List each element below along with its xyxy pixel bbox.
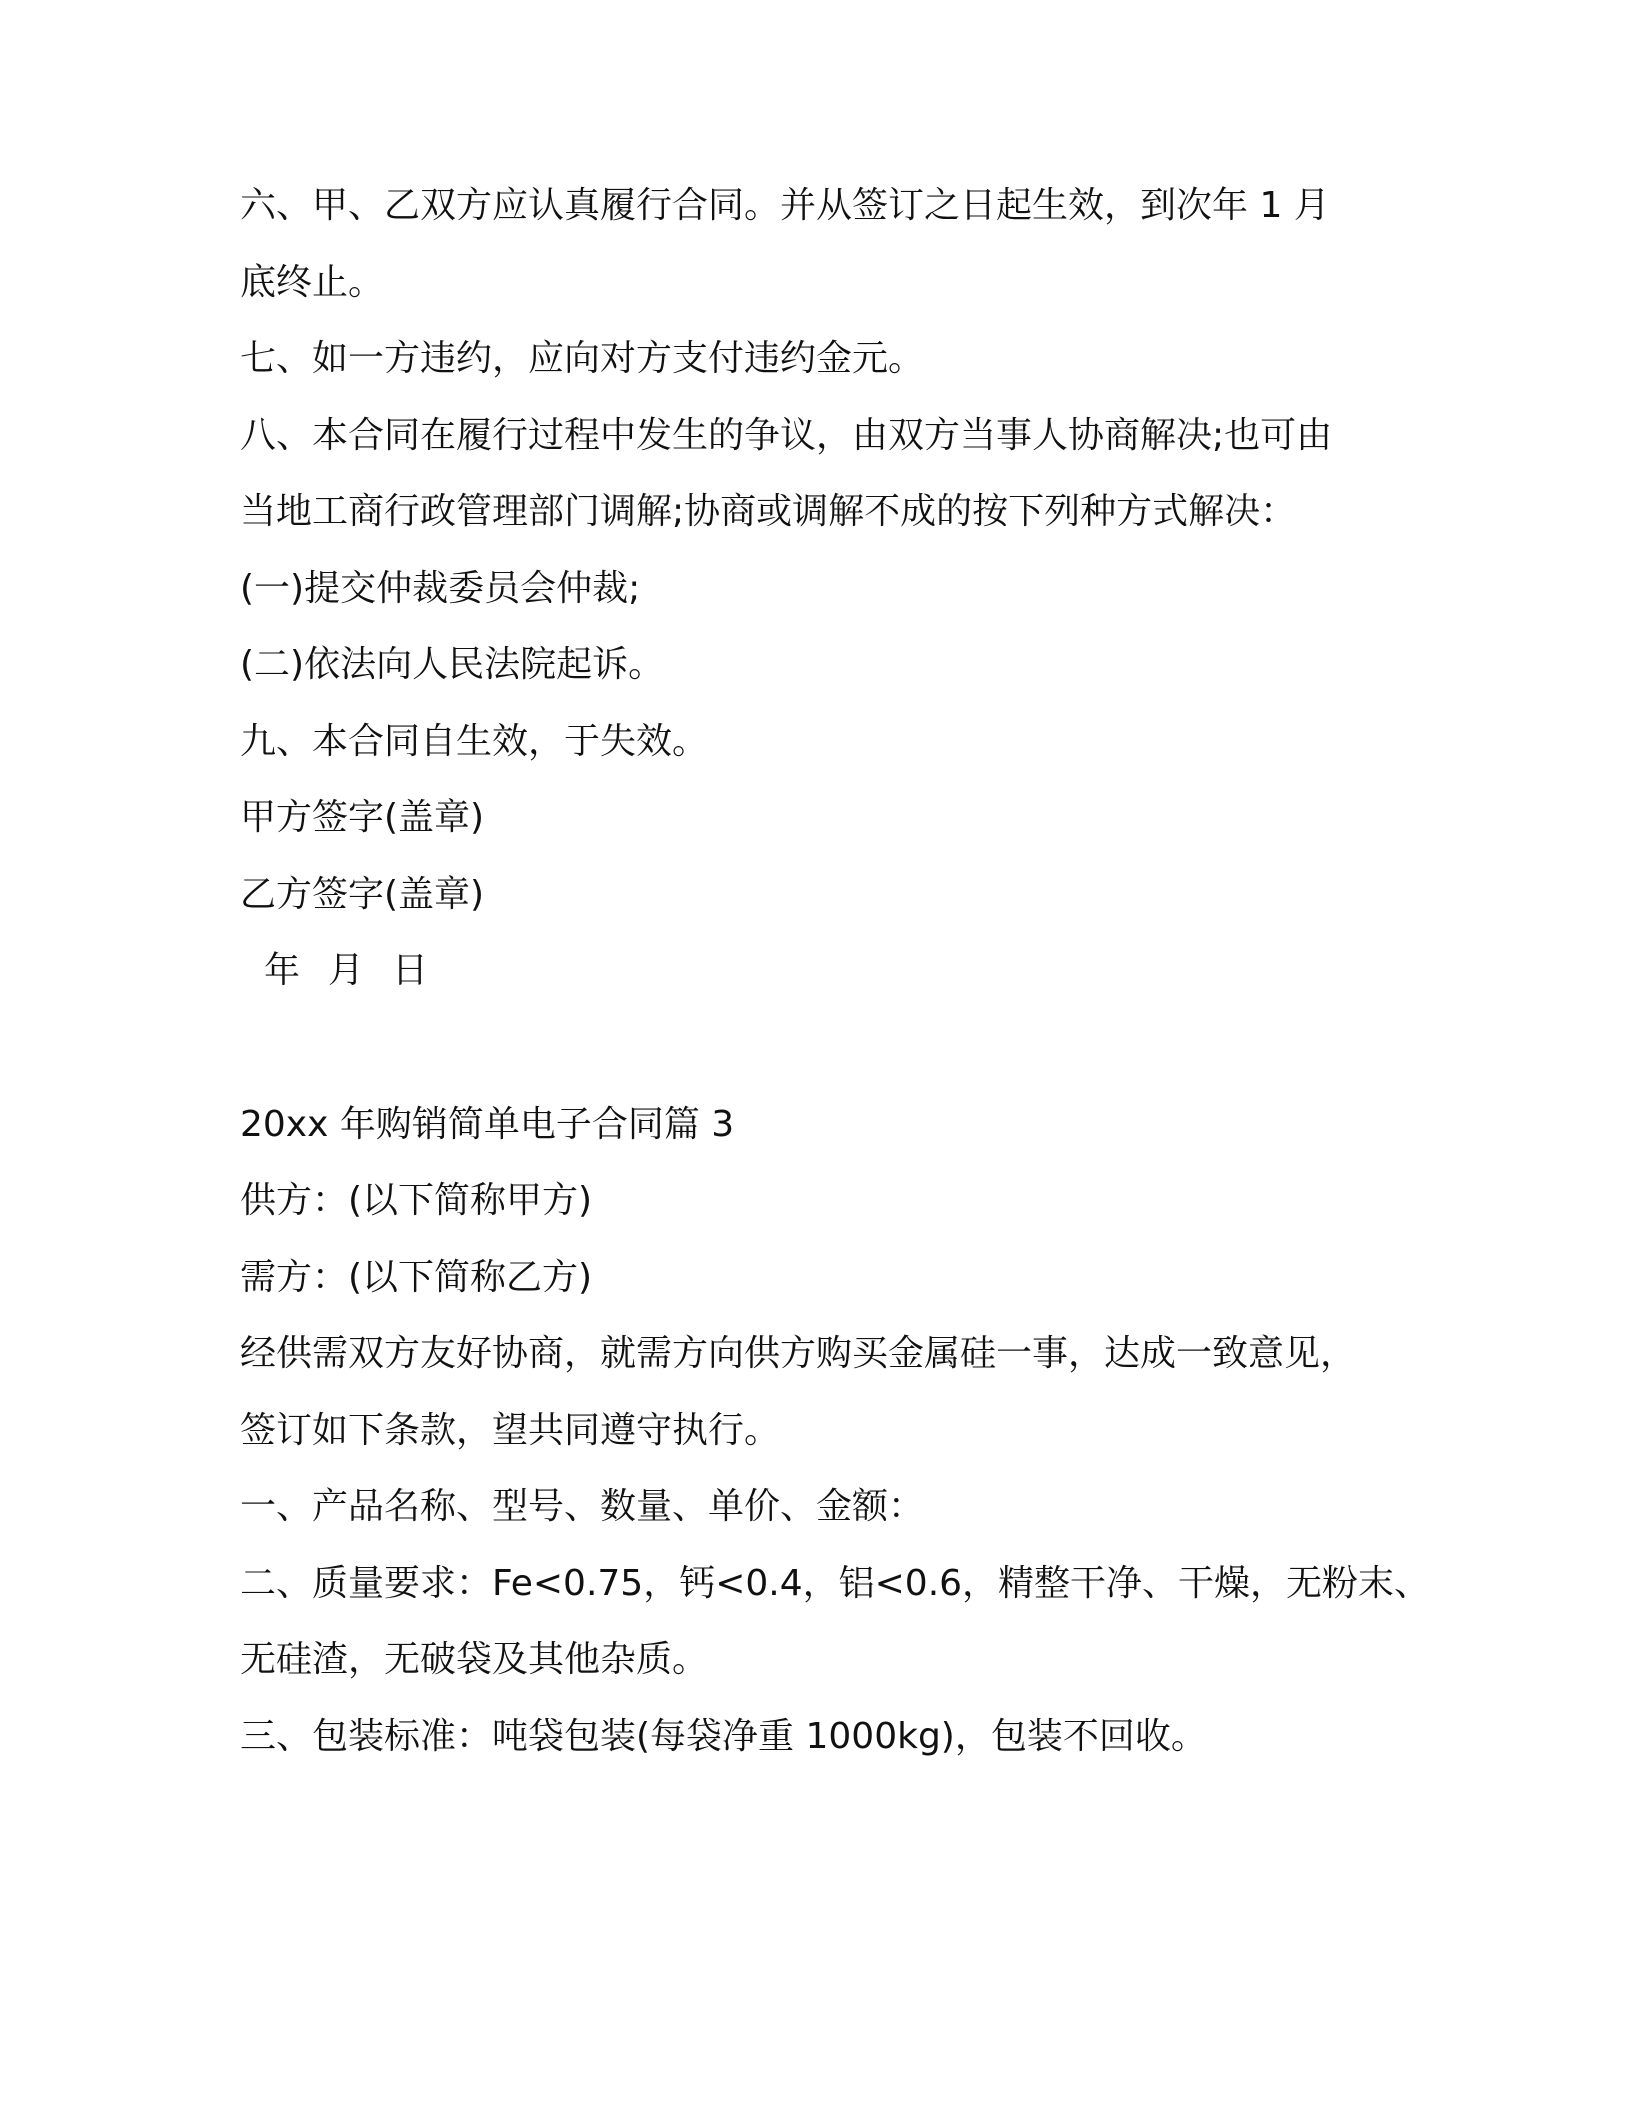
party-a-signature: 甲方签字(盖章) [240, 797, 485, 838]
clause-eight-line-1: 八、本合同在履行过程中发生的争议，由双方当事人协商解决;也可由 [240, 414, 1333, 456]
option-lawsuit: (二)依法向人民法院起诉。 [240, 644, 665, 685]
clause-seven: 七、如一方违约，应向对方支付违约金元。 [240, 338, 925, 379]
contract-title: 20xx 年购销简单电子合同篇 3 [240, 1103, 735, 1145]
document-page [240, 185, 1431, 1793]
clause-one: 一、产品名称、型号、数量、单价、金额： [240, 1486, 925, 1527]
clause-six-line-2: 底终止。 [240, 261, 385, 303]
preamble-line-1: 经供需双方友好协商，就需方向供方购买金属硅一事，达成一致意见， [240, 1333, 1357, 1374]
preamble-line-2: 签订如下条款，望共同遵守执行。 [240, 1409, 781, 1451]
clause-three: 三、包装标准：吨袋包装(每袋净重 1000kg)，包装不回收。 [240, 1715, 1207, 1757]
clause-two-line-2: 无硅渣，无破袋及其他杂质。 [240, 1639, 709, 1680]
date-year: 年 [264, 950, 301, 991]
signature-date [240, 951, 1420, 991]
clause-nine: 九、本合同自生效，于失效。 [240, 720, 709, 762]
date-day: 日 [392, 950, 429, 991]
date-month: 月 [328, 950, 365, 991]
option-arbitration: (一)提交仲裁委员会仲裁; [240, 567, 641, 609]
clause-six-line-1: 六、甲、乙双方应认真履行合同。并从签订之日起生效，到次年 1 月 [240, 185, 1330, 226]
supplier-line: 供方：(以下简称甲方) [240, 1180, 593, 1221]
section-gap [240, 1028, 1420, 1105]
party-b-signature: 乙方签字(盖章) [240, 873, 485, 915]
clause-two-line-1: 二、质量要求：Fe<0.75，钙<0.4，铝<0.6，精整干净、干燥，无粉末、 [240, 1562, 1431, 1604]
buyer-line: 需方：(以下简称乙方) [240, 1256, 593, 1298]
clause-eight-line-2: 当地工商行政管理部门调解;协商或调解不成的按下列种方式解决： [240, 491, 1297, 532]
